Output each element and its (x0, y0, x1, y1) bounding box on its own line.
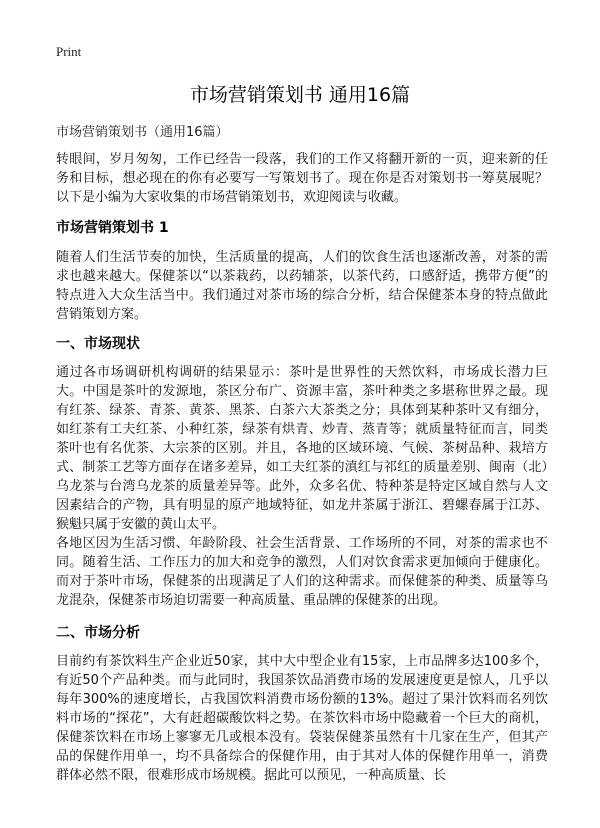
document-subtitle: 市场营销策划书（通用16篇） (56, 125, 229, 140)
intro-paragraph: 转眼间，岁月匆匆，工作已经告一段落，我们的工作又将翻开新的一页，迎来新的任务和目标，想必现在的你有必要写一写策划书了。现在你是否对策划书一筹莫展呢？以下是小编为大家收集的市场营销策划书，欢迎阅读与收藏。 (56, 152, 548, 205)
market-status-paragraph-2: 各地区因为生活习惯、年龄阶段、社会生活背景、工作场所的不同，对茶的需求也不同。随着生活、工作压力的加大和竞争的激烈，人们对饮食需求更加倾向于健康化。而对于茶叶市场，保健茶的出现满足了人们的这种需求。而保健茶的种类、质量等乌龙混杂，保健茶市场迫切需要一种高质量、重品牌的保健茶的出现。 (56, 536, 548, 608)
section-heading-1: 市场营销策划书 1 (56, 220, 169, 236)
page-title: 市场营销策划书 通用16篇 (189, 84, 411, 106)
market-analysis-paragraph: 目前约有茶饮料生产企业近50家，其中大中型企业有15家，上市品牌多达100多个，有近50个产品种类。而与此同时，我国茶饮品消费市场的发展速度更是惊人，几乎以每年300%的速度增长，占我国饮料消费市场份额的13%。超过了果汁饮料而名列饮料市场的“探花”，大有赶超碳酸饮料之势。在茶饮料市场中隐藏着一个巨大的商机，保健茶饮料在市场上寥寥无几或根本没有。袋装保健茶虽然有十几家在生产，但其产品的保健作用单一，均不具备综合的保健作用，由于其对人体的保健作用单一，消费群体必然不限，很难形成市场规模。据此可以预见，一种高质量、长 (56, 654, 548, 783)
heading-market-analysis: 二、市场分析 (56, 625, 140, 641)
print-label[interactable]: Print (56, 44, 82, 59)
section-1-paragraph: 随着人们生活节奏的加快，生活质量的提高，人们的饮食生活也逐渐改善，对茶的需求也越来越大。保健茶以“以茶栽药，以药辅茶，以茶代药，口感舒适，携带方便”的特点进入大众生活当中。我们通过对茶市场的综合分析，结合保健茶本身的特点做此营销策划方案。 (56, 250, 548, 322)
heading-market-status: 一、市场现状 (56, 336, 140, 352)
market-status-paragraph-1: 通过各市场调研机构调研的结果显示：茶叶是世界性的天然饮料，市场成长潜力巨大。中国是茶叶的发源地，茶区分布广、资源丰富，茶叶种类之多堪称世界之最。现有红茶、绿茶、青茶、黄茶、黑茶、白茶六大茶类之分；具体到某种茶叶又有细分，如红茶有工夫红茶、小种红茶，绿茶有烘青、炒青、蒸青等；就质量特征而言，同类茶叶也有名优茶、大宗茶的区别。并且，各地的区域环境、气候、茶树品种、栽培方式、制茶工艺等方面存在诸多差异，如工夫红茶的滇红与祁红的质量差别、闽南（北）乌龙茶与台湾乌龙茶的质量差异等。此外，众多名优、特种茶是特定区域自然与人文因素结合的产物，具有明显的原产地域特征，如龙井茶属于浙江、碧螺春属于江苏、猴魁只属于安徽的黄山太平。 (56, 365, 548, 532)
